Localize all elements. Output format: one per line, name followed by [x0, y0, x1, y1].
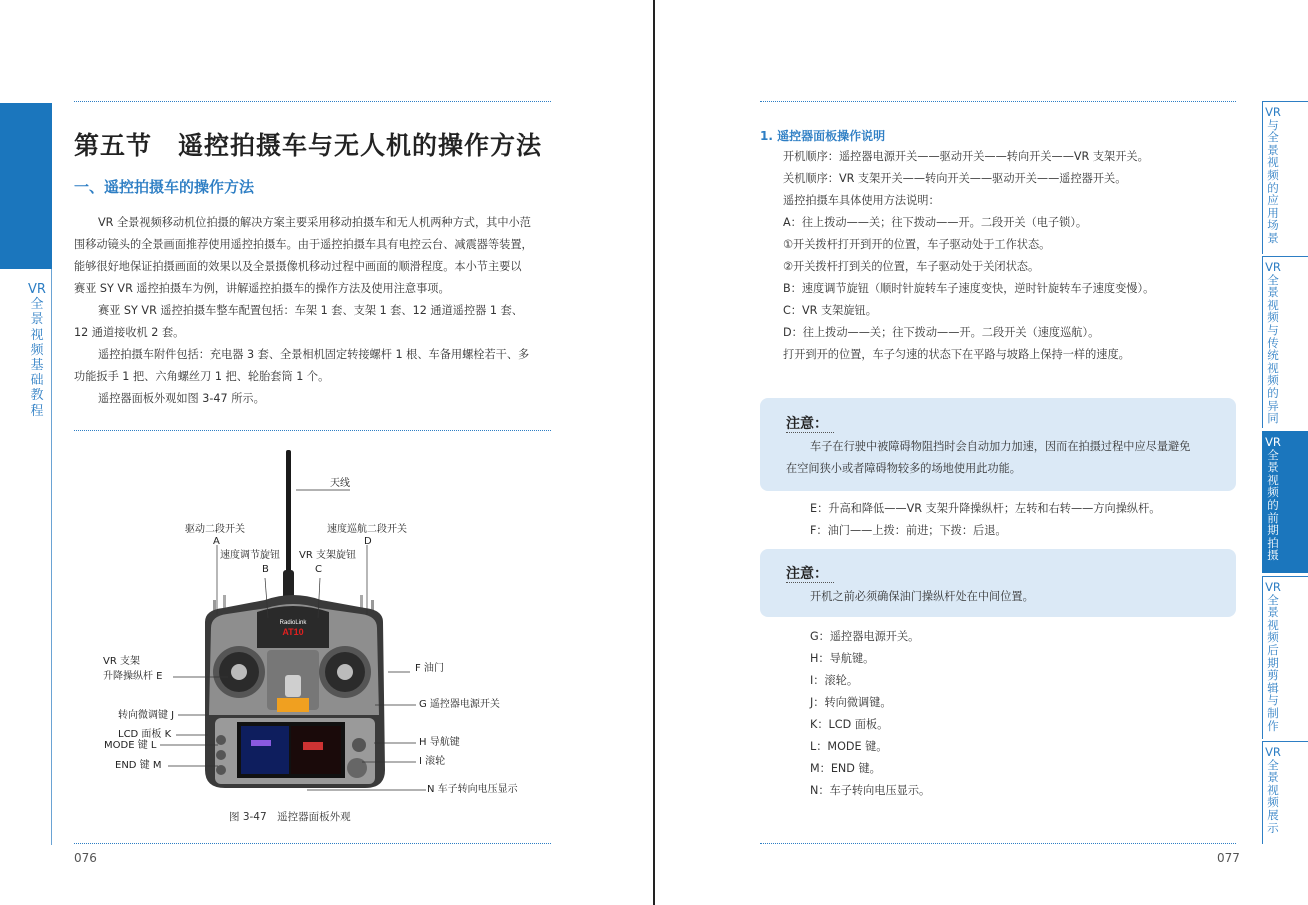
top-dotted-rule	[74, 101, 551, 102]
callout-l: MODE 键 L	[104, 740, 157, 751]
callout-n: N 车子转向电压显示	[427, 784, 518, 795]
note-1-title: 注意：	[786, 416, 828, 432]
chapter-title: 第五节 遥控拍摄车与无人机的操作方法	[74, 131, 543, 160]
note-2-text	[810, 586, 1034, 608]
paragraph-line: VR 全景视频移动机位拍摄的解决方案主要采用移动拍摄车和无人机两种方式，其中小范	[98, 216, 531, 229]
left-margin-line	[51, 269, 52, 845]
callout-f: F 油门	[415, 663, 444, 674]
paragraph-line: 遥控拍摄车附件包括：充电器 3 套、全景相机固定转接螺杆 1 根、车备用螺栓若干、多	[98, 348, 530, 361]
legend-item: L：MODE 键。	[810, 740, 888, 753]
instruction-line: ②开关拨杆打到关的位置，车子驱动处于关闭状态。	[783, 260, 1040, 273]
paragraph-line: 围移动镜头的全景画面推荐使用遥控拍摄车。由于遥控拍摄车具有电控云台、减震器等装置，	[74, 238, 533, 251]
chapter-tab-label: VR全景视频的前期拍摄	[1265, 435, 1281, 563]
callout-e-line2: 升降操纵杆 E	[103, 671, 163, 682]
callout-b-label: 速度调节旋钮	[220, 550, 280, 561]
intro-text	[74, 212, 533, 410]
book-spine	[653, 0, 655, 905]
callout-a-letter: A	[213, 536, 220, 547]
instructions-list	[783, 146, 1154, 366]
callout-c-label: VR 支架旋钮	[299, 550, 356, 561]
callout-h: H 导航键	[419, 737, 460, 748]
instruction-line: 打开到开的位置，车子匀速的状态下在平路与坡路上保持一样的速度。	[783, 348, 1130, 361]
chapter-tab-label: VR全景视频后期剪辑与制作	[1265, 580, 1281, 733]
legend-item: M：END 键。	[810, 762, 881, 775]
instruction-line: D：往上拨动——关；往下拨动——开。二段开关（速度巡航）。	[783, 326, 1100, 339]
legend-item: I：滚轮。	[810, 674, 859, 687]
chapter-tab-3-active[interactable]	[1262, 431, 1308, 573]
paragraph-line: 赛亚 SY VR 遥控拍摄车为例，讲解遥控拍摄车的操作方法及使用注意事项。	[74, 282, 450, 295]
control-line: E：升高和降低——VR 支架升降操纵杆；左转和右转——方向操纵杆。	[810, 502, 1161, 515]
legend-item: K：LCD 面板。	[810, 718, 889, 731]
right-bottom-dotted-rule	[760, 843, 1236, 844]
chapter-tab-label: VR全景视频展示	[1265, 745, 1281, 835]
note-1-underline	[786, 432, 834, 433]
legend-item: G：遥控器电源开关。	[810, 630, 920, 643]
note-2-underline	[786, 582, 834, 583]
chapter-tab-1[interactable]	[1262, 101, 1308, 254]
note-2-title: 注意：	[786, 566, 828, 582]
paragraph-line: 赛亚 SY VR 遥控拍摄车整车配置包括：车架 1 套、支架 1 套、12 通道遥控器 1 套、	[98, 304, 523, 317]
callout-e-line1: VR 支架	[103, 656, 140, 667]
legend-item: H：导航键。	[810, 652, 875, 665]
callout-lines	[100, 450, 540, 795]
control-line: F：油门——上拨：前进；下拨：后退。	[810, 524, 1007, 537]
instruction-line: 遥控拍摄车具体使用方法说明：	[783, 194, 940, 207]
instruction-line: B：速度调节旋钮（顺时针旋转车子速度变快，逆时针旋转车子速度变慢）。	[783, 282, 1155, 295]
callout-d-letter: D	[364, 536, 372, 547]
note-line: 开机之前必须确保油门操纵杆处在中间位置。	[810, 590, 1034, 603]
controls-list	[810, 498, 1161, 542]
callout-a-label: 驱动二段开关	[185, 524, 245, 535]
callout-b-letter: B	[262, 564, 269, 575]
legend-item: J：转向微调键。	[810, 696, 892, 709]
chapter-tab-2[interactable]	[1262, 256, 1308, 428]
callout-d-label: 速度巡航二段开关	[327, 524, 407, 535]
callout-g: G 遥控器电源开关	[419, 699, 500, 710]
bottom-dotted-rule	[74, 843, 551, 844]
note-1-text	[786, 436, 1190, 480]
chapter-tab-4[interactable]	[1262, 576, 1308, 739]
instruction-line: 关机顺序：VR 支架开关——转向开关——驱动开关——遥控器开关。	[783, 172, 1127, 185]
figure-caption: 图 3-47 遥控器面板外观	[229, 811, 351, 823]
model-text: AT10	[282, 627, 304, 637]
callout-i: I 滚轮	[419, 756, 446, 767]
callout-j: 转向微调键 J	[118, 710, 175, 721]
page-number-left: 076	[74, 851, 97, 865]
book-title-side-tab: VR全景视频基础教程	[28, 282, 46, 419]
chapter-tab-5[interactable]	[1262, 741, 1308, 844]
paragraph-line: 遥控器面板外观如图 3-47 所示。	[98, 392, 265, 405]
remote-controller-figure	[100, 450, 540, 795]
legend-items-list	[810, 626, 930, 802]
note-line: 在空间狭小或者障碍物较多的场地使用此功能。	[786, 462, 1021, 475]
right-top-dotted-rule	[760, 101, 1236, 102]
instruction-line: 开机顺序：遥控器电源开关——驱动开关——转向开关——VR 支架开关。	[783, 150, 1149, 163]
callout-antenna: 天线	[330, 478, 350, 489]
instruction-line: ①开关拨杆打开到开的位置，车子驱动处于工作状态。	[783, 238, 1051, 251]
section-title: 一、遥控拍摄车的操作方法	[74, 178, 255, 196]
subheading: 1. 遥控器面板操作说明	[760, 129, 886, 143]
paragraph-line: 功能扳手 1 把、六角螺丝刀 1 把、轮胎套筒 1 个。	[74, 370, 330, 383]
instruction-line: A：往上拨动——关；往下拨动——开。二段开关（电子锁）。	[783, 216, 1088, 229]
left-tab-rule	[0, 266, 52, 269]
callout-c-letter: C	[315, 564, 322, 575]
callout-m: END 键 M	[115, 760, 162, 771]
page-number-right: 077	[1217, 851, 1240, 865]
paragraph-line: 能够很好地保证拍摄画面的效果以及全景摄像机移动过程中画面的顺滑程度。本小节主要以	[74, 260, 522, 273]
callout-k: LCD 面板 K	[118, 729, 172, 740]
chapter-tab-label: VR全景视频与传统视频的异同	[1265, 260, 1281, 426]
figure-top-rule	[74, 430, 551, 431]
legend-item: N：车子转向电压显示。	[810, 784, 931, 797]
brand-text: RadioLink	[279, 620, 307, 626]
paragraph-line: 12 通道接收机 2 套。	[74, 326, 185, 339]
instruction-line: C：VR 支架旋钮。	[783, 304, 877, 317]
left-tab-block	[0, 103, 52, 266]
note-line: 车子在行驶中被障碍物阻挡时会自动加力加速，因而在拍摄过程中应尽量避免	[810, 440, 1191, 453]
chapter-tab-label: VR与全景视频的应用场景	[1265, 105, 1281, 245]
